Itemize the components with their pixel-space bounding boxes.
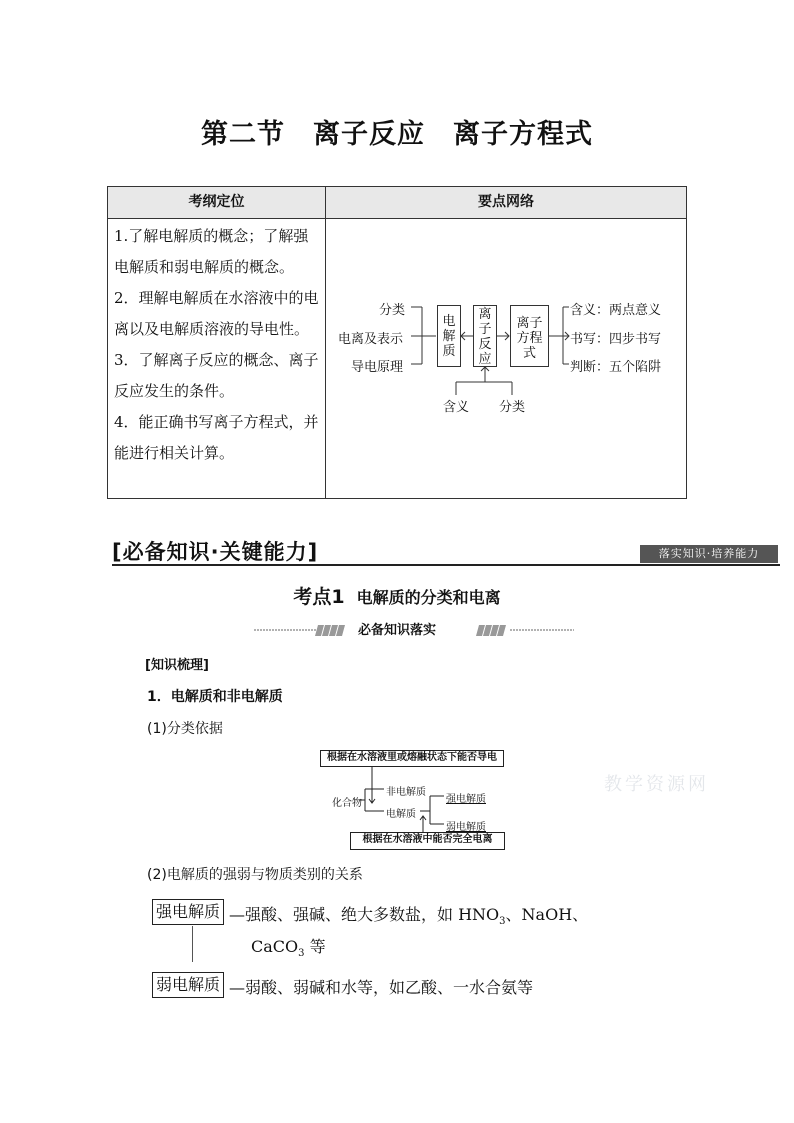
caco3-tail: 等: [304, 937, 326, 956]
title-topic-2: 离子方程式: [453, 119, 593, 150]
strong-electrolyte-box: 强电解质: [152, 899, 224, 925]
classify-top-box: 根据在水溶液里或熔融状态下能否导电: [320, 750, 504, 767]
section-tag: 落实知识·培养能力: [640, 545, 778, 563]
net-box-ionic-reaction: 离子反应: [473, 305, 497, 367]
weak-electrolyte-box: 弱电解质: [152, 972, 224, 998]
net-left-item: 导电原理: [351, 360, 404, 375]
syllabus-table: [107, 186, 687, 499]
net-bottom-item: 分类: [499, 400, 526, 415]
caco3-text: CaCO: [251, 937, 299, 956]
watermark: 教学资源网: [604, 774, 709, 795]
net-left-item: 分类: [379, 303, 406, 318]
weak-electrolyte-text: —弱酸、弱碱和水等，如乙酸、一水合氨等: [229, 978, 534, 997]
strong-electrolyte-text: [229, 902, 588, 927]
classification-diagram: [320, 748, 506, 852]
classify-weak: 弱电解质: [446, 822, 486, 833]
section-rule: [112, 564, 780, 566]
page-title: [0, 112, 794, 151]
net-right-item: 书写：四步书写: [570, 332, 662, 347]
kaodian-title: 电解质的分类和电离: [356, 588, 501, 607]
relation-connector: [192, 926, 193, 962]
classify-compound: 化合物: [332, 798, 362, 809]
strong-electrolyte-line2: [251, 934, 326, 959]
heading-1: 1．电解质和非电解质: [147, 689, 283, 705]
section-title: [必备知识·关键能力]: [112, 540, 319, 564]
heading-strength-relation: (2)电解质的强弱与物质类别的关系: [147, 867, 363, 883]
strong-text-a: —强酸、强碱、绝大多数盐，如 HNO: [229, 905, 500, 924]
kaodian-number: 考点1: [293, 586, 345, 608]
classify-bottom-box: 根据在水溶液中能否完全电离: [350, 832, 505, 850]
net-left-item: 电离及表示: [338, 332, 404, 347]
net-right-item: 含义：两点意义: [570, 303, 662, 318]
col-header-syllabus: 考纲定位: [108, 187, 325, 219]
knowledge-bar-title: 必备知识落实: [357, 623, 436, 638]
classify-strong: 强电解质: [446, 794, 486, 805]
classify-non-electrolyte: 非电解质: [386, 787, 426, 798]
caco3-sub: 3: [298, 948, 305, 960]
requirement-item: 4．能正确书写离子方程式，并能进行相关计算。: [114, 413, 319, 462]
net-bottom-item: 含义: [443, 400, 470, 415]
net-box-ionic-equation: 离子方程式: [510, 305, 549, 367]
title-topic-1: 离子反应: [313, 119, 425, 150]
heading-classification-basis: (1)分类依据: [147, 721, 223, 737]
net-right-item: 判断：五个陷阱: [570, 360, 662, 375]
net-box-electrolyte: 电解质: [437, 305, 461, 367]
requirement-item: 3．了解离子反应的概念、离子反应发生的条件。: [114, 351, 319, 400]
requirement-item: 1.了解电解质的概念；了解强电解质和弱电解质的概念。: [114, 227, 309, 276]
strong-text-b: 、NaOH、: [505, 905, 589, 924]
requirement-item: 2．理解电解质在水溶液中的电离以及电解质溶液的导电性。: [114, 289, 319, 338]
strong-sub-a: 3: [499, 916, 506, 928]
col-header-network: 要点网络: [326, 187, 686, 219]
knowledge-label: [知识梳理]: [145, 658, 209, 673]
title-section: 第二节: [201, 119, 285, 150]
kaodian-heading: [0, 582, 794, 609]
classify-electrolyte: 电解质: [386, 809, 416, 820]
